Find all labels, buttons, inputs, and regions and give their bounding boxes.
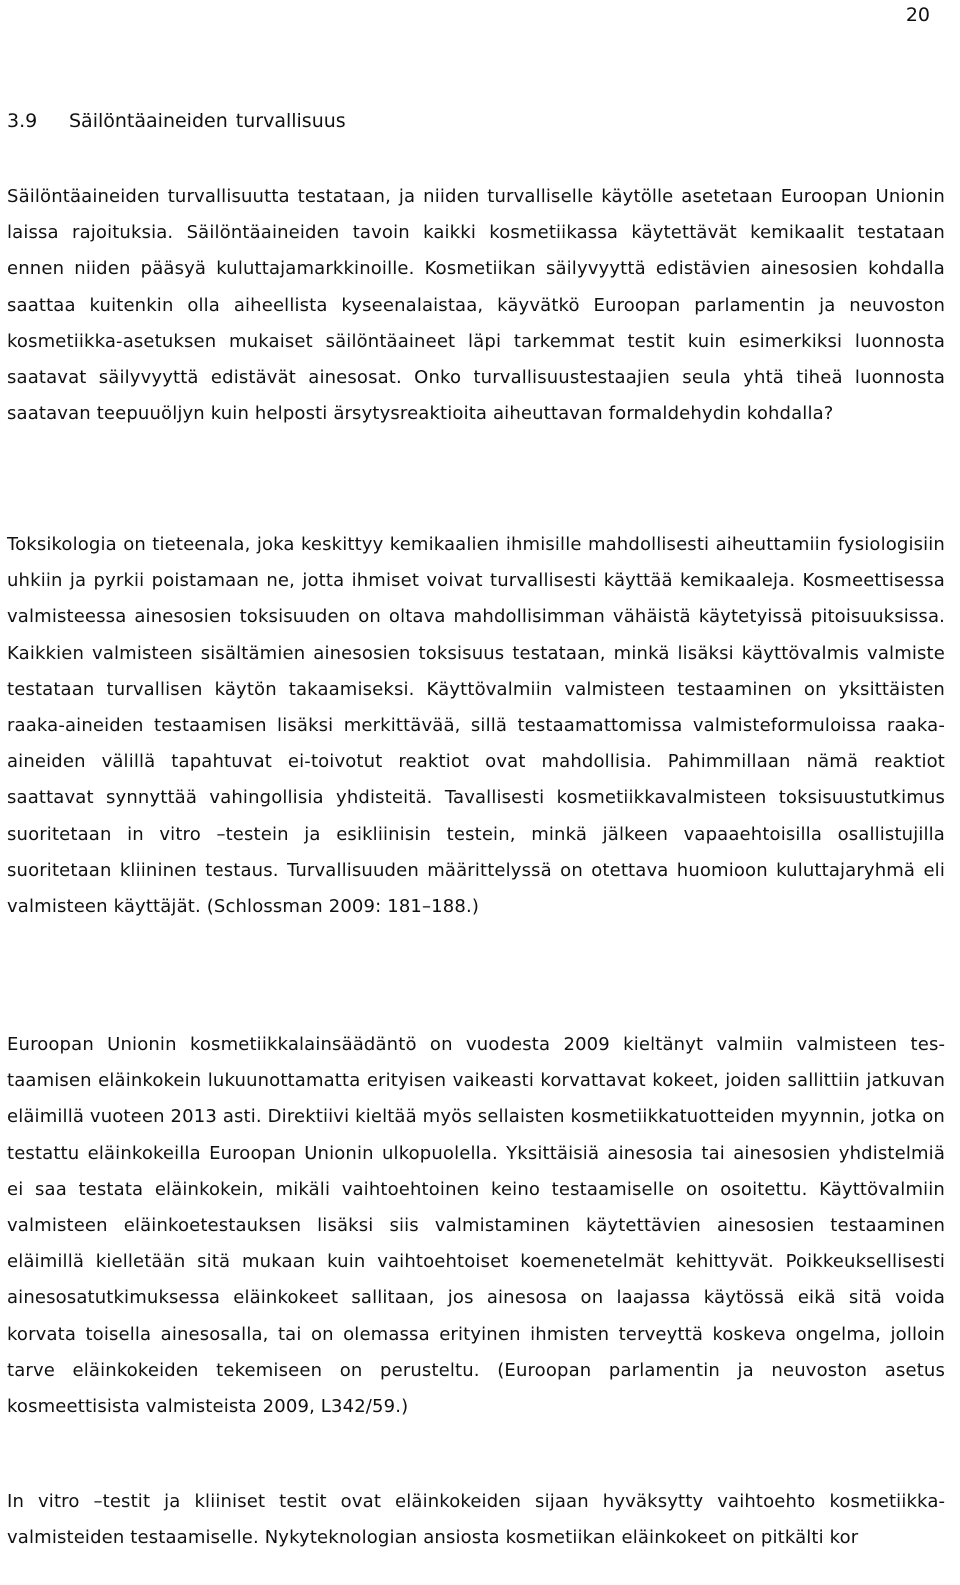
paragraph-eu-legislation: Euroopan Unionin kosmetiikkalainsäädäntö on vuodesta 2009 kieltänyt valmiin valmisteen testaamisen eläinkokein lukuunottamatta erityisen vaikeasti korvattavat kokeet, joiden sallittiin jatkuvan eläimillä vuoteen 2013 asti. Direktiivi kieltää myös sellaisten kosmetiikkatuotteiden myynnin, jotka on testattu eläinkokeilla Euroopan Unionin ulkopuolella. Yksittäisiä ainesosia tai ainesosien yhdistelmiä ei saa testata eläinkokein, mikäli vaihtoehtoinen keino testaamiselle on osoitettu. Käyttövalmiin valmisteen eläinkoetestauksen lisäksi siis valmistaminen käytettävien ainesosien testaaminen eläimillä kielletään sitä mukaan kuin vaihtoehtoiset koemenetelmät kehittyvät. Poikkeuksellisesti ainesosatutkimuksessa eläinkokeet sallitaan, jos ainesosa on laajassa käytössä eikä sitä voida korvata toisella ainesosalla, tai on olemassa erityinen ihmisten terveyttä koskeva ongelma, jolloin tarve eläinkokeiden tekemiseen on perusteltu. (Euroopan parlamentin ja neuvoston asetus kosmeettisista valmisteista 2009, L342/59.) xyxy=(7,1034,945,1418)
paragraph-toxicology: Toksikologia on tieteenala, joka keskittyy kemikaalien ihmisille mahdollisesti aiheuttamiin fysiologisiin uhkiin ja pyrkii poistamaan ne, jotta ihmiset voivat turvallisesti käyttää kemikaaleja. Kosmeettisessa valmisteessa ainesosien toksisuuden on oltava mahdollisimman vähäistä käytetyissä pitoisuuksissa. Kaikkien valmisteen sisältämien ainesosien toksisuus testataan, minkä lisäksi käyttövalmis valmiste testataan turvallisen käytön takaamiseksi. Käyttövalmiin valmisteen testaaminen on yksittäisten raaka-aineiden testaamisen lisäksi merkittävää, sillä testaamattomissa valmisteformuloissa raaka-aineiden välillä tapahtuvat ei-toivotut reaktiot ovat mahdollisia. Pahimmillaan nämä reaktiot saattavat synnyttää vahingollisia yhdisteitä. Tavallisesti kosmetiikkavalmisteen toksisuustutkimus suoritetaan in vitro –testein ja esikliinisin testein, minkä jälkeen vapaaehtoisilla osallistujilla suoritetaan kliininen testaus. Turvallisuuden määrittelyssä on otettava huomioon kuluttajaryhmä eli valmisteen käyttäjät. (Schlossman 2009: 181–188.) xyxy=(7,534,945,918)
page-number: 20 xyxy=(905,4,930,26)
paragraph-preservative-safety: Säilöntäaineiden turvallisuutta testataan, ja niiden turvalliselle käytölle asetetaan Euroopan Unionin laissa rajoituksia. Säilöntäaineiden tavoin kaikki kosmetiikassa käytettävät kemikaalit testataan ennen niiden pääsyä kuluttajamarkkinoille. Kosmetiikan säilyvyyttä edistävien ainesosien kohdalla saattaa kuitenkin olla aiheellista kyseenalaistaa, käyvätkö Euroopan parlamentin ja neuvoston kosmetiikka-asetuksen mukaiset säilöntäaineet läpi tarkemmat testit kuin esimerkiksi luonnosta saatavat säilyvyyttä edistävät ainesosat. Onko turvallisuustestaajien seula yhtä tiheä luonnosta saatavan teepuuöljyn kuin helposti ärsytysreaktioita aiheuttavan formaldehydin kohdalla? xyxy=(7,186,945,425)
section-number: 3.9 xyxy=(7,110,38,132)
paragraph-in-vitro: In vitro –testit ja kliiniset testit ovat eläinkokeiden sijaan hyväksytty vaihtoehto kosmetiikkavalmisteiden testaamiselle. Nykyteknologian ansiosta kosmetiikan eläinkokeet on pitkälti kor xyxy=(7,1491,945,1549)
section-heading xyxy=(7,108,346,134)
section-title: Säilöntäaineiden turvallisuus xyxy=(69,110,346,132)
